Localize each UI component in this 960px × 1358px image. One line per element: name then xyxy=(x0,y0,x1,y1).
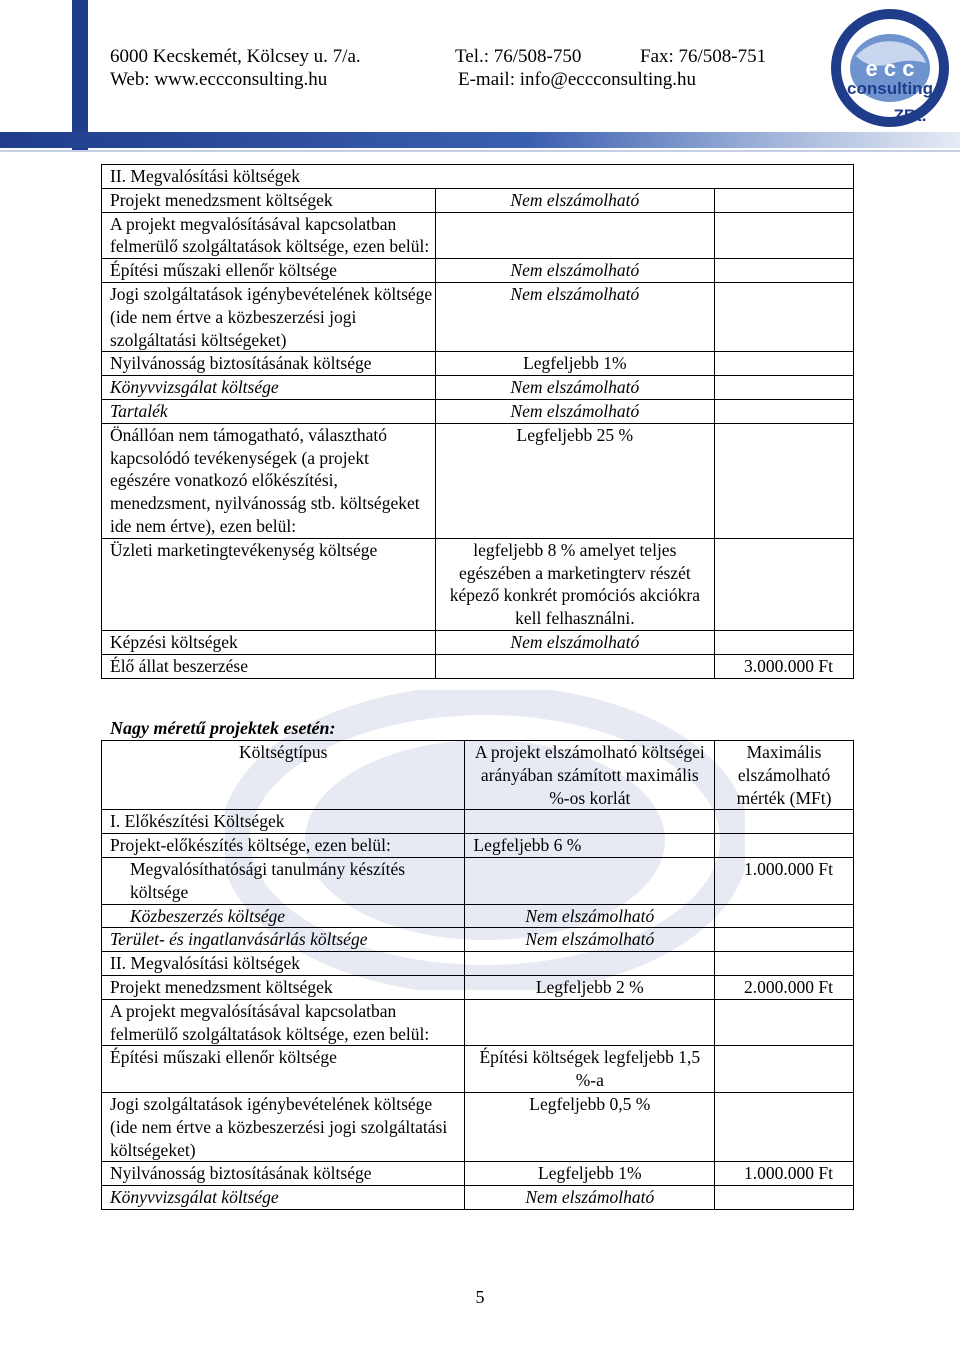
table-row xyxy=(102,376,854,400)
table-cell: Megvalósíthatósági tanulmány készítés költsége xyxy=(102,857,465,904)
ecc-logo xyxy=(828,8,952,132)
table-cell: Nyilvánosság biztosításának költsége xyxy=(102,352,436,376)
table-row xyxy=(102,1092,854,1161)
table-cell: Nem elszámolható xyxy=(435,376,715,400)
table-cell: Könyvvizsgálat költsége xyxy=(102,376,436,400)
table-row xyxy=(102,165,854,189)
table-cell: I. Előkészítési Költségek xyxy=(102,810,465,834)
table-cell: Nem elszámolható xyxy=(435,282,715,351)
table-row xyxy=(102,399,854,423)
table-cell xyxy=(715,212,854,259)
table-row xyxy=(102,538,854,630)
table-cell: 1.000.000 Ft xyxy=(715,857,854,904)
table-cell xyxy=(435,654,715,678)
table-row xyxy=(102,1186,854,1210)
cost-table-2 xyxy=(101,740,854,1210)
table-row xyxy=(102,904,854,928)
table-header-cell: A projekt elszámolható költségei arányában számított maximális %-os korlát xyxy=(465,741,715,810)
table-cell xyxy=(715,538,854,630)
table-cell xyxy=(715,952,854,976)
table-cell: Legfeljebb 0,5 % xyxy=(465,1092,715,1161)
section-title: Nagy méretű projektek esetén: xyxy=(110,718,336,738)
table-cell: Nyilvánosság biztosításának költsége xyxy=(102,1162,465,1186)
table-cell xyxy=(715,352,854,376)
table-cell: Projekt-előkészítés költsége, ezen belül: xyxy=(102,834,465,858)
table-cell: 3.000.000 Ft xyxy=(715,654,854,678)
table-cell xyxy=(715,1186,854,1210)
table-row xyxy=(102,952,854,976)
table-cell xyxy=(715,1046,854,1093)
cost-table-1 xyxy=(101,164,854,679)
table-cell xyxy=(715,188,854,212)
table-cell: II. Megvalósítási költségek xyxy=(102,165,854,189)
table-cell xyxy=(715,399,854,423)
table-cell: 2.000.000 Ft xyxy=(715,975,854,999)
table-cell xyxy=(465,810,715,834)
table-cell xyxy=(715,630,854,654)
table-cell: Építési műszaki ellenőr költsége xyxy=(102,259,436,283)
table-row xyxy=(102,999,854,1046)
table-cell: Jogi szolgáltatások igénybevételének költsége (ide nem értve a közbeszerzési jogi szolgáltatási költségeket) xyxy=(102,1092,465,1161)
logo-letters: e c c xyxy=(865,56,915,81)
table-cell: Nem elszámolható xyxy=(435,630,715,654)
table-cell: Élő állat beszerzése xyxy=(102,654,436,678)
table-row xyxy=(102,212,854,259)
table-header-row xyxy=(102,741,854,810)
table-row xyxy=(102,282,854,351)
table-cell: 1.000.000 Ft xyxy=(715,1162,854,1186)
table-cell xyxy=(715,928,854,952)
table-cell: Projekt menedzsment költségek xyxy=(102,188,436,212)
table-cell: Nem elszámolható xyxy=(435,188,715,212)
header-vertical-bar xyxy=(72,0,88,150)
table-cell xyxy=(465,857,715,904)
table-cell: Önállóan nem támogatható, választható kapcsolódó tevékenységek (a projekt egészére vonatkozó előkészítési, menedzsment, nyilvánosság stb. költségeket ide nem értve), ezen belül: xyxy=(102,423,436,538)
table-cell: legfeljebb 8 % amelyet teljes egészében a marketingterv részét képező konkrét promóciós akciókra kell felhasználni. xyxy=(435,538,715,630)
table-cell: Jogi szolgáltatások igénybevételének költsége (ide nem értve a közbeszerzési jogi szolgáltatási költségeket) xyxy=(102,282,436,351)
table-cell: Nem elszámolható xyxy=(465,904,715,928)
table-cell: II. Megvalósítási költségek xyxy=(102,952,465,976)
table-cell: Építési költségek legfeljebb 1,5 %-a xyxy=(465,1046,715,1093)
table-cell: Nem elszámolható xyxy=(435,399,715,423)
table-row xyxy=(102,857,854,904)
table-cell xyxy=(715,259,854,283)
table-cell: Legfeljebb 1% xyxy=(435,352,715,376)
table-cell: Közbeszerzés költsége xyxy=(102,904,465,928)
table-cell: A projekt megvalósításával kapcsolatban felmerülő szolgáltatások költsége, ezen belül: xyxy=(102,212,436,259)
logo-sub: ZRt. xyxy=(893,106,927,125)
header-email: E-mail: info@eccconsulting.hu xyxy=(458,69,697,90)
table-cell: Képzési költségek xyxy=(102,630,436,654)
header-tel: Tel.: 76/508-750 xyxy=(455,46,582,67)
table-cell xyxy=(715,904,854,928)
table-cell: Nem elszámolható xyxy=(465,928,715,952)
table-row xyxy=(102,630,854,654)
table-row xyxy=(102,1162,854,1186)
table-cell: Legfeljebb 6 % xyxy=(465,834,715,858)
header-fax: Fax: 76/508-751 xyxy=(640,46,767,67)
table-header-cell: Maximális elszámolható mérték (MFt) xyxy=(715,741,854,810)
table-row xyxy=(102,928,854,952)
table-cell: Tartalék xyxy=(102,399,436,423)
table-cell: Legfeljebb 2 % xyxy=(465,975,715,999)
table-cell xyxy=(435,212,715,259)
table-header-cell: Költségtípus xyxy=(102,741,465,810)
header-address: 6000 Kecskemét, Kölcsey u. 7/a. xyxy=(110,46,361,67)
header-web: Web: www.eccconsulting.hu xyxy=(110,69,328,90)
header-rule xyxy=(0,150,960,152)
table-cell: Terület- és ingatlanvásárlás költsége xyxy=(102,928,465,952)
table-cell: A projekt megvalósításával kapcsolatban felmerülő szolgáltatások költsége, ezen belül: xyxy=(102,999,465,1046)
table-cell: Nem elszámolható xyxy=(465,1186,715,1210)
table-row xyxy=(102,654,854,678)
table-cell: Üzleti marketingtevékenység költsége xyxy=(102,538,436,630)
table-row xyxy=(102,423,854,538)
table-cell: Legfeljebb 25 % xyxy=(435,423,715,538)
table-row xyxy=(102,352,854,376)
table-row xyxy=(102,975,854,999)
logo-text: consulting xyxy=(847,79,933,98)
header-band xyxy=(0,132,960,148)
table-cell xyxy=(715,423,854,538)
table-cell: Nem elszámolható xyxy=(435,259,715,283)
table-cell xyxy=(715,999,854,1046)
table-cell: Építési műszaki ellenőr költsége xyxy=(102,1046,465,1093)
table-cell xyxy=(715,810,854,834)
table-cell xyxy=(465,952,715,976)
page-number: 5 xyxy=(475,1287,485,1307)
table-cell: Legfeljebb 1% xyxy=(465,1162,715,1186)
table-row xyxy=(102,188,854,212)
table-row xyxy=(102,1046,854,1093)
table-row xyxy=(102,834,854,858)
table-row xyxy=(102,259,854,283)
table-cell xyxy=(715,376,854,400)
table-cell xyxy=(465,999,715,1046)
table-cell xyxy=(715,834,854,858)
table-row xyxy=(102,810,854,834)
table-cell xyxy=(715,282,854,351)
table-cell xyxy=(715,1092,854,1161)
table-cell: Könyvvizsgálat költsége xyxy=(102,1186,465,1210)
table-cell: Projekt menedzsment költségek xyxy=(102,975,465,999)
